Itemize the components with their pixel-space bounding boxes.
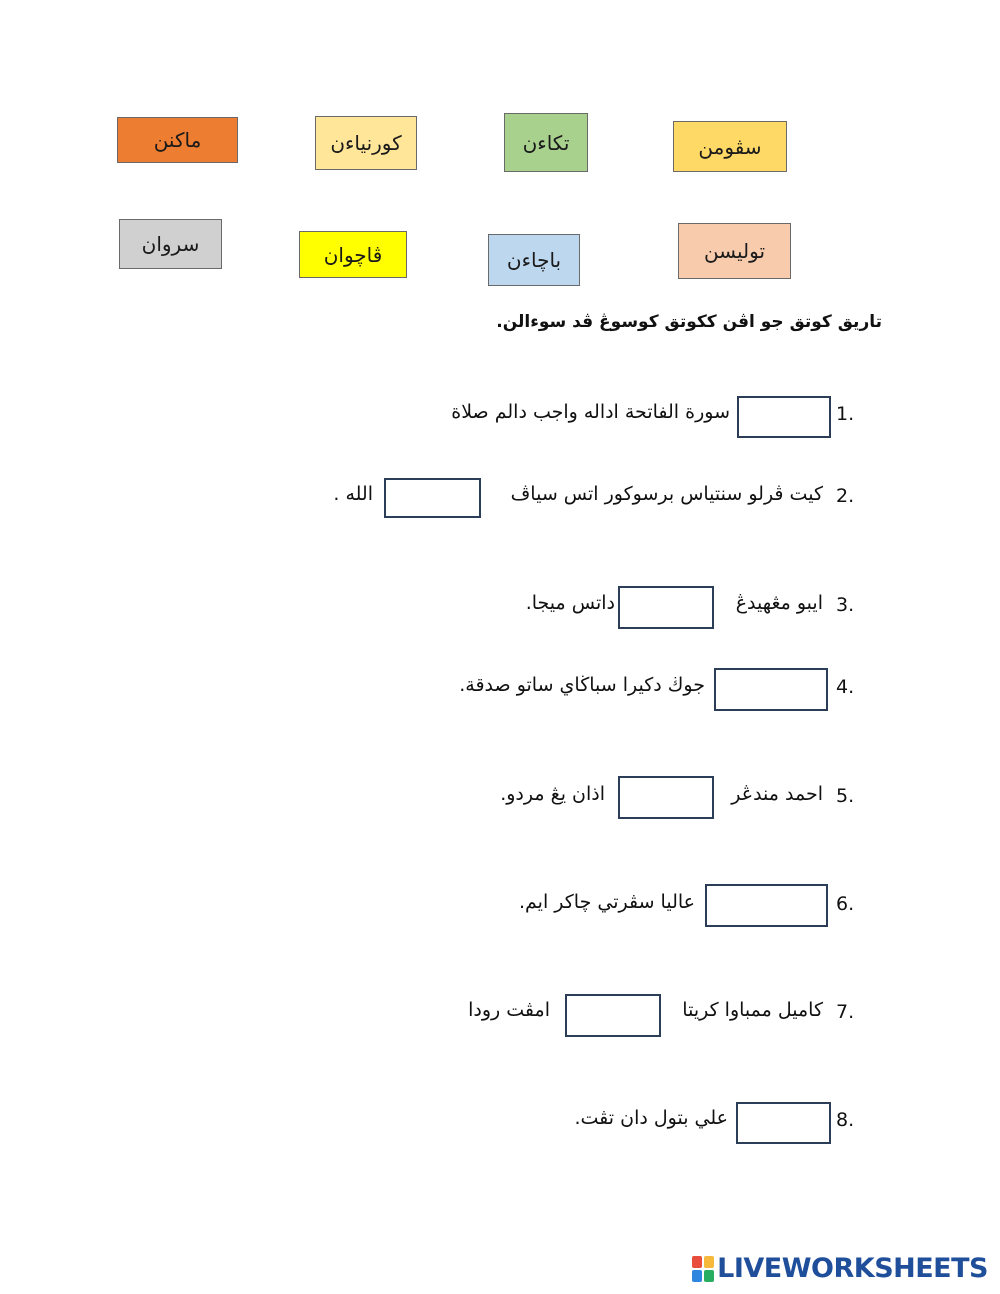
question-text-after: داتس ميجا. [525,592,615,614]
word-tile-tulisan[interactable]: توليسن [678,223,791,279]
word-tile-seruan[interactable]: سروان [119,219,222,269]
liveworksheets-logo-icon [692,1256,714,1282]
question-number: 5. [836,785,855,807]
answer-drop-box[interactable] [384,478,481,518]
word-tile-sepuman[interactable]: سڤومن [673,121,787,172]
question-number: 1. [836,403,855,425]
question-text-before: ايبو مڠهيدڠ [735,592,823,614]
answer-drop-box[interactable] [736,1102,831,1144]
word-tile-tekanan[interactable]: تكاءن [504,113,588,172]
word-tile-makanan[interactable]: ماكنن [117,117,238,163]
answer-drop-box[interactable] [714,668,828,711]
question-text-after: جوڬ دكيرا سباڬاي ساتو صدقة. [459,674,705,696]
answer-drop-box[interactable] [737,396,831,438]
question-number: 2. [836,485,855,507]
answer-drop-box[interactable] [618,586,714,629]
logo-wordmark: LIVEWORKSHEETS [717,1253,988,1284]
question-number: 3. [836,594,855,616]
question-number: 6. [836,893,855,915]
question-number: 4. [836,676,855,698]
word-tile-pacuan[interactable]: ڤاچوان [299,231,407,278]
question-number: 7. [836,1001,855,1023]
question-text-after: الله . [333,483,373,505]
question-text-before: كيت ڤرلو سنتياس برسوكور اتس سياڤ [510,483,823,505]
question-text-before: كاميل ممباوا كريتا [682,999,823,1021]
question-text-after: علي بتول دان تڤت. [574,1107,728,1129]
instruction-text: تاريق كوتق جو اڤن ككوتق كوسوڠ ڤد سوءالن. [496,312,882,332]
question-text-after: امڤت رودا [468,999,550,1021]
question-text-after: اذان يڠ مردو. [500,783,605,805]
liveworksheets-logo[interactable] [692,1253,988,1284]
word-tile-kurniaan[interactable]: كورنياءن [315,116,417,170]
question-text-before: احمد مندڠر [731,783,823,805]
word-tile-bacaan[interactable]: باچاءن [488,234,580,286]
question-text-after: عاليا سڤرتي چاكر ايم. [518,891,695,913]
answer-drop-box[interactable] [565,994,661,1037]
answer-drop-box[interactable] [618,776,714,819]
question-number: 8. [836,1109,855,1131]
answer-drop-box[interactable] [705,884,828,927]
question-text-after: سورة الفاتحة اداله واجب دالم صلاة [451,401,730,423]
